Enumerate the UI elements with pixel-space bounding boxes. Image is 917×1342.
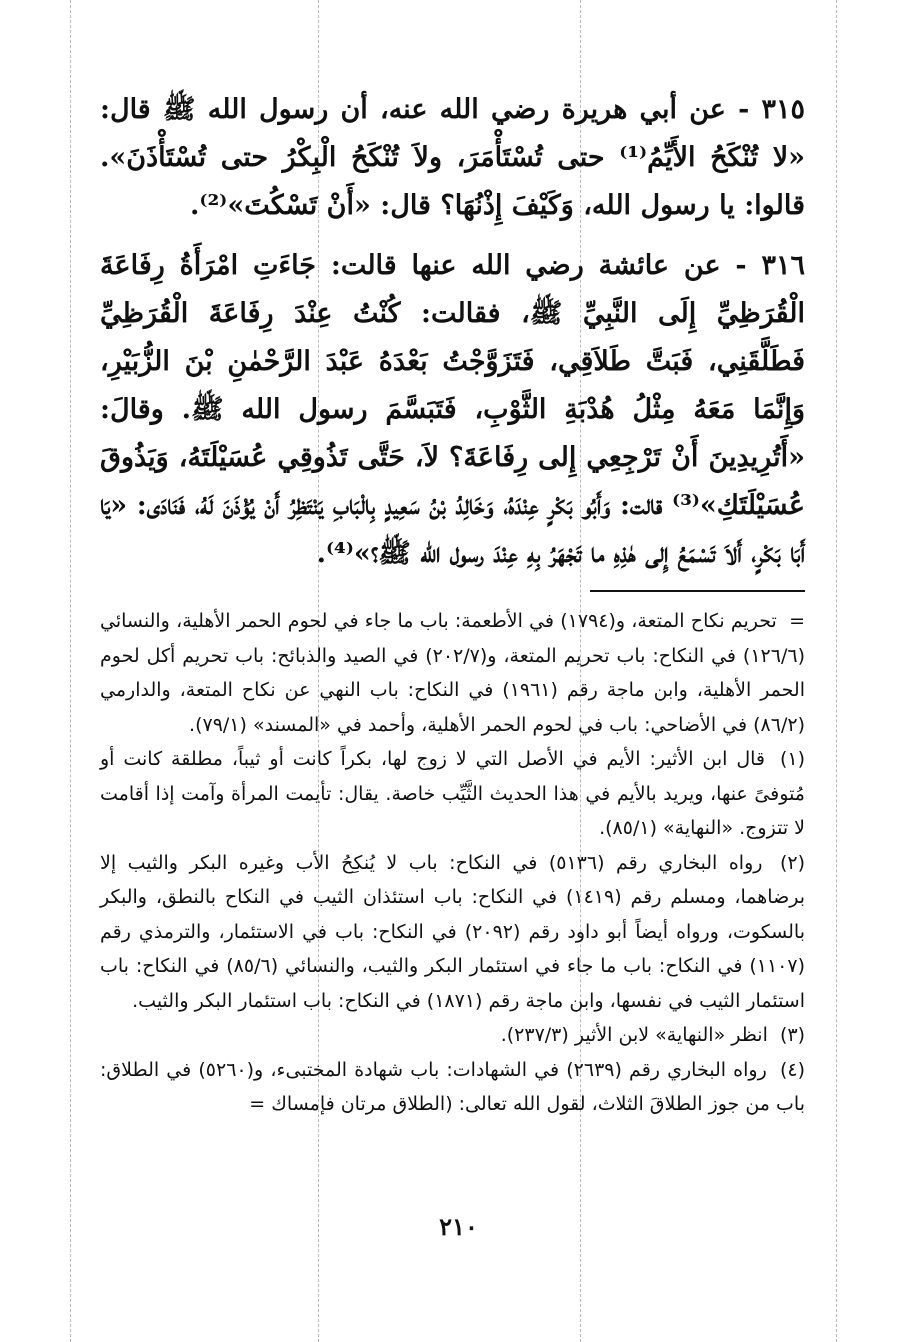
hadith-number: ٣١٥ - (738, 94, 806, 125)
footnote-1 (100, 742, 805, 846)
footnote-text: قال ابن الأثير: الأيم في الأصل التي لا زوج لها، بكراً كانت أو ثيباً، مطلقة كانت أو مُتوفىً عنها، ويريد بالأيم في هذا الحديث الثَّيِّب خاصة. يقال: تأيمت المرأة وآمت إذا أقامت لا تتزوج. «النهاية» (٨٥/١). (100, 748, 805, 839)
footnote-mark: (٤) (779, 1058, 806, 1081)
page-body (100, 86, 805, 1122)
footnote-4 (100, 1053, 805, 1122)
footnote-divider (590, 590, 805, 592)
hadith-text: عن أبي هريرة رضي الله عنه، أن رسول الله ﷺ قال: «لا تُنْكَحُ الأَيِّمُ⁽¹⁾ حتى تُسْتَأْمَرَ، ولاَ تُنْكَحُ الْبِكْرُ حتى تُسْتَأْذَنَ». قالوا: يا رسول الله، وَكَيْفَ إِذْنُهَا؟ قال: «أَنْ تَسْكُتَ»⁽²⁾. (100, 94, 805, 221)
scan-guide-line (836, 0, 837, 1342)
page-number: ٢١٠ (439, 1212, 478, 1241)
scan-guide-line (70, 0, 71, 1342)
hadith-text: عن عائشة رضي الله عنها قالت: جَاءَتِ امْرَأَةُ رِفَاعَةَ الْقُرَظِيِّ إِلَى النَّبِيِّ ﷺ، فقالت: كُنْتُ عِنْدَ رِفَاعَةَ الْقُرَظِيِّ فَطَلَّقَنِي، فَبَتَّ طَلاَقِي، فَتَزَوَّجْتُ بَعْدَهُ عَبْدَ الرَّحْمٰنِ بْنَ الزُّبَيْرِ، وَإِنَّمَا مَعَهُ مِثْلُ هُدْبَةِ الثَّوْبِ، فَتَبَسَّمَ رسول الله ﷺ. وقالَ: «أَتُرِيدِينَ أَنْ تَرْجِعِي إِلى رِفَاعَةَ؟ لاَ، حَتَّى تَذُوقِي عُسَيْلَتَهُ، وَيَذُوقَ عُسَيْلَتَكِ»⁽³⁾ قالت: وَأَبُو بَكْرٍ عِنْدَهُ، وَخَالِدُ بْنُ سَعِيدٍ بِالْبَابِ يَنْتَظِرُ أَنْ يُؤْذَنَ لَهُ، فَنَادَى: «يَا أَبَا بَكْرٍ، أَلاَ تَسْمَعُ إِلى هٰذِهِ ما تَجْهَرُ بِهِ عِنْدَ رسول الله ﷺ؟»⁽⁴⁾. (100, 250, 805, 569)
footnote-mark: (١) (779, 748, 805, 770)
footnote-text: رواه البخاري رقم (٢٦٣٩) في الشهادات: باب شهادة المختبىء، و(٥٢٦٠) في الطلاق: باب من جوز الطلاقَ الثلاث، لقول الله تعالى: (الطلاق مرتان فإمساك = (100, 1058, 805, 1115)
footnote-3 (100, 1018, 805, 1053)
footnote-mark: (٣) (779, 1024, 805, 1046)
footnote-mark: (٢) (779, 851, 805, 874)
hadith-316 (100, 242, 805, 578)
footnote-text: تحريم نكاح المتعة، و(١٧٩٤) في الأطعمة: باب ما جاء في لحوم الحمر الأهلية، والنسائي (١٢٦/٦) في النكاح: باب تحريم المتعة، و(٢٠٢/٧) في الصيد والذبائح: باب تحريم أكل لحوم الحمر الأهلية، وابن ماجة رقم (١٩٦١) في النكاح: باب النهي عن نكاح المتعة، والدارمي (٨٦/٢) في الأضاحي: باب في لحوم الحمر الأهلية، وأحمد في «المسند» (٧٩/١). (100, 610, 805, 736)
footnote-mark: = (789, 610, 805, 632)
footnote-continued (100, 604, 805, 742)
footnote-2 (100, 846, 805, 1019)
footnote-text: انظر «النهاية» لابن الأثير (٢٣٧/٣). (500, 1024, 768, 1046)
footnote-text: رواه البخاري رقم (٥١٣٦) في النكاح: باب لا يُنكِحُ الأب وغيره البكر والثيب إلا برضاهما، ومسلم رقم (١٤١٩) في النكاح: باب استئذان الثيب في النكاح بالنطق، والبكر بالسكوت، ورواه أيضاً أبو داود رقم (٢٠٩٢) في النكاح: باب في الاستئمار، والترمذي رقم (١١٠٧) في النكاح: باب ما جاء في استئمار البكر والثيب، والنسائي (٨٥/٦) في النكاح: باب استئمار الثيب في نفسها، وابن ماجة رقم (١٨٧١) في النكاح: باب استئمار البكر والثيب. (100, 851, 806, 1012)
hadith-number: ٣١٦ - (735, 250, 805, 281)
hadith-315 (100, 86, 805, 230)
